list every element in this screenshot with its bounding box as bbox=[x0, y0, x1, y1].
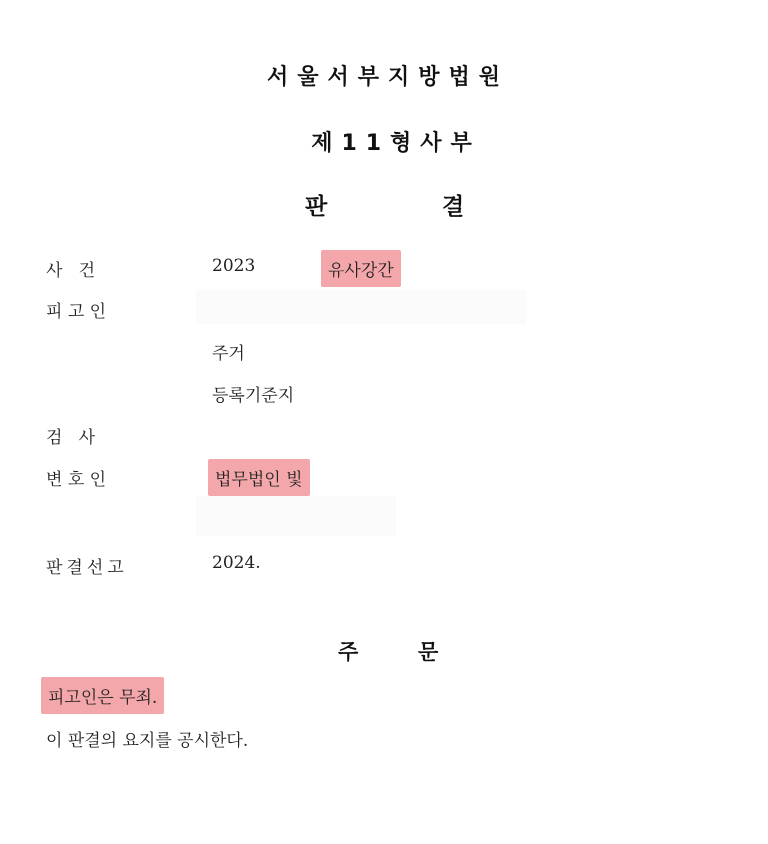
redaction-block bbox=[196, 290, 526, 324]
court-name: 서울서부지방법원 bbox=[266, 65, 510, 90]
case-label: 사 건 bbox=[46, 261, 96, 281]
case-type-highlight: 유사강간 bbox=[321, 250, 401, 287]
document-title-left: 판 bbox=[305, 194, 328, 220]
verdict-highlight: 피고인은 무죄. bbox=[41, 677, 164, 714]
prosecutor-label: 검 사 bbox=[46, 428, 96, 448]
counsel-value-highlight: 법무법인 빛 bbox=[208, 459, 310, 496]
document-title-right: 결 bbox=[442, 194, 465, 220]
redaction-block bbox=[196, 496, 396, 536]
sentencing-label: 판결선고 bbox=[46, 558, 128, 578]
defendant-label: 피 고 인 bbox=[46, 302, 107, 322]
sentencing-date: 2024. bbox=[212, 553, 261, 573]
order-title-left: 주 bbox=[338, 640, 359, 664]
order-title-right: 문 bbox=[418, 640, 439, 664]
publication-statement: 이 판결의 요지를 공시한다. bbox=[46, 731, 249, 751]
division-name: 제11형사부 bbox=[311, 131, 481, 156]
registered-domicile-label: 등록기준지 bbox=[212, 386, 295, 406]
case-number: 2023 bbox=[212, 256, 256, 276]
counsel-label: 변 호 인 bbox=[46, 470, 107, 490]
residence-label: 주거 bbox=[212, 344, 245, 364]
